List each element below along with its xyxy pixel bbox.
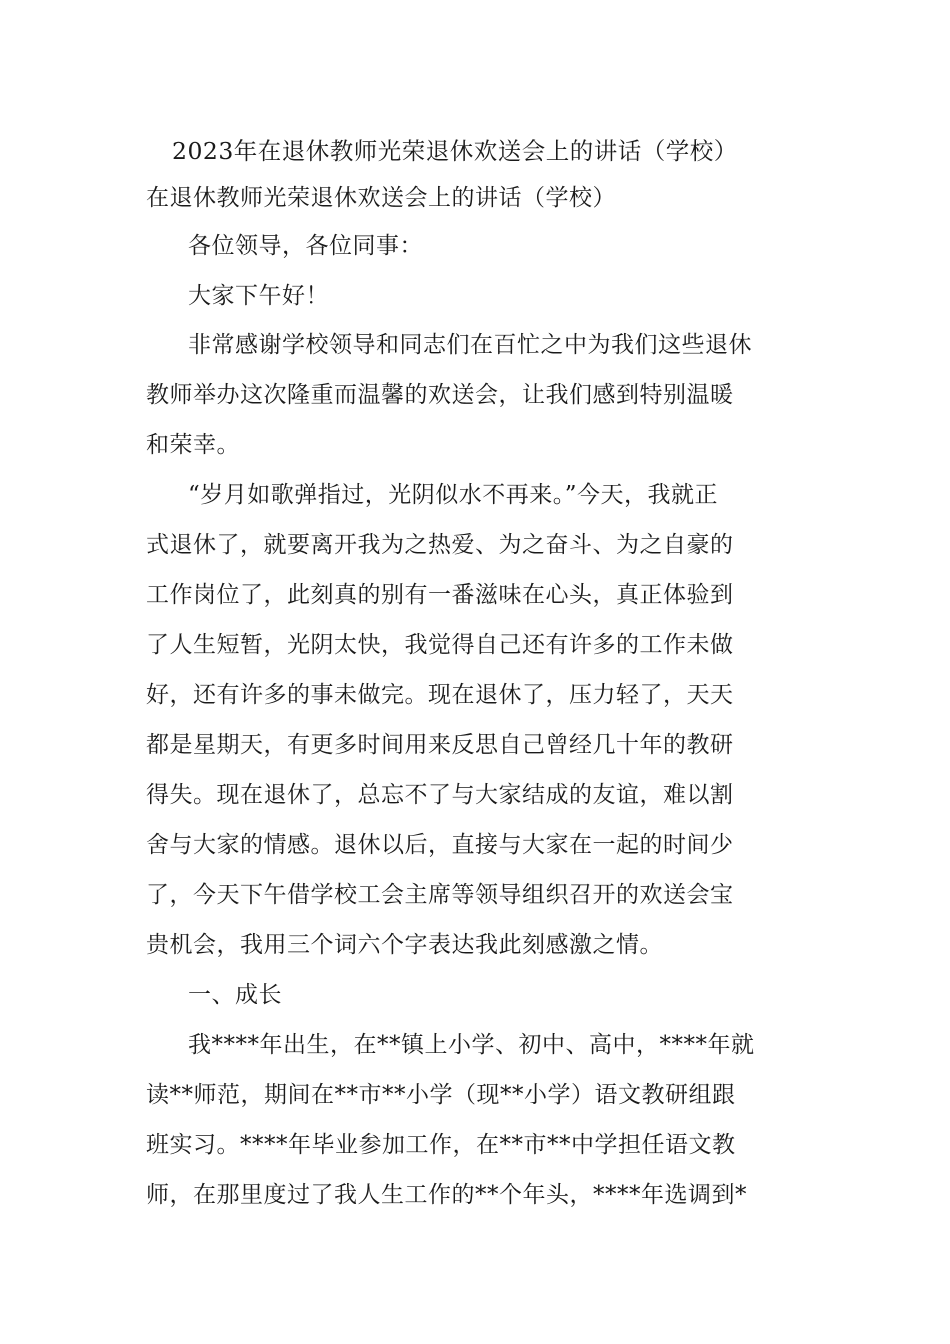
paragraph-line: 贵机会，我用三个词六个字表达我此刻感激之情。 <box>146 932 663 958</box>
paragraph-line: 了人生短暂，光阴太快，我觉得自己还有许多的工作未做 <box>146 632 734 658</box>
paragraph-line: 我****年出生，在**镇上小学、初中、高中，****年就 <box>188 1032 755 1058</box>
document-title: 2023年在退休教师光荣退休欢送会上的讲话（学校） <box>172 137 738 165</box>
paragraph-line: 非常感谢学校领导和同志们在百忙之中为我们这些退休 <box>188 332 752 358</box>
paragraph-line: 式退休了，就要离开我为之热爱、为之奋斗、为之自豪的 <box>146 532 734 558</box>
paragraph-line: “岁月如歌弹指过，光阴似水不再来。”今天，我就正 <box>188 482 719 508</box>
paragraph-line: 了，今天下午借学校工会主席等领导组织召开的欢送会宝 <box>146 882 734 908</box>
document-body <box>146 128 812 1220</box>
paragraph-line: 教师举办这次隆重而温馨的欢送会，让我们感到特别温暖 <box>146 382 734 408</box>
document-subtitle: 在退休教师光荣退休欢送会上的讲话（学校） <box>146 185 616 211</box>
paragraph-line: 班实习。****年毕业参加工作，在**市**中学担任语文教 <box>146 1132 736 1158</box>
paragraph-line: 好，还有许多的事未做完。现在退休了，压力轻了，天天 <box>146 682 734 708</box>
salutation: 各位领导，各位同事： <box>188 233 423 259</box>
paragraph-line: 舍与大家的情感。退休以后，直接与大家在一起的时间少 <box>146 832 734 858</box>
paragraph-line: 得失。现在退休了，总忘不了与大家结成的友谊，难以割 <box>146 782 734 808</box>
paragraph-line: 工作岗位了，此刻真的别有一番滋味在心头，真正体验到 <box>146 582 734 608</box>
paragraph-line: 和荣幸。 <box>146 432 240 458</box>
greeting: 大家下午好！ <box>188 283 329 309</box>
paragraph-2 <box>146 470 812 970</box>
paragraph-line: 读**师范，期间在**市**小学（现**小学）语文教研组跟 <box>146 1082 736 1108</box>
paragraph-line: 师，在那里度过了我人生工作的**个年头，****年选调到* <box>146 1182 747 1208</box>
section-heading: 一、成长 <box>188 982 282 1008</box>
paragraph-3 <box>146 1020 812 1220</box>
paragraph-1 <box>146 320 812 470</box>
paragraph-line: 都是星期天，有更多时间用来反思自己曾经几十年的教研 <box>146 732 734 758</box>
